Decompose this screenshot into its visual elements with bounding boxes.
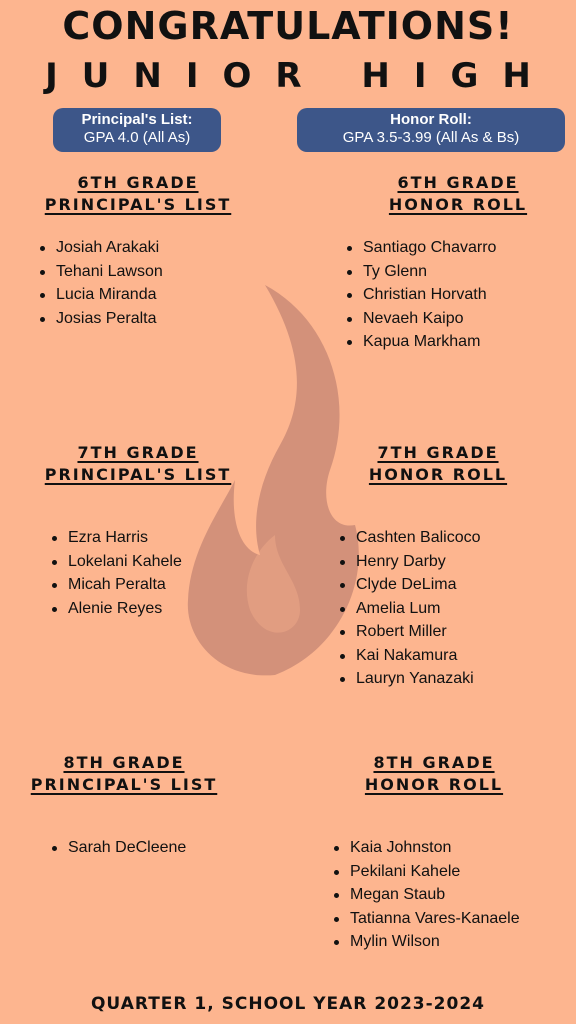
g7-principal-list	[50, 526, 182, 620]
page-title: CONGRATULATIONS!	[62, 4, 514, 48]
heading-line: PRINCIPAL'S LIST	[44, 465, 232, 484]
heading-line: 6TH GRADE	[397, 173, 519, 192]
list-item: Robert Miller	[338, 620, 481, 644]
list-item: Lucia Miranda	[38, 283, 163, 307]
list-item: Henry Darby	[338, 550, 481, 574]
list-item: Kaia Johnston	[332, 836, 520, 860]
g7-honor-list	[338, 526, 481, 691]
list-item: Kai Nakamura	[338, 644, 481, 668]
page-subtitle: JUNIOR HIGH	[45, 56, 555, 96]
g6-honor-list	[345, 236, 496, 354]
honor-legend-title: Honor Roll:	[390, 111, 472, 128]
list-item: Santiago Chavarro	[345, 236, 496, 260]
g8-honor-heading	[336, 752, 532, 796]
g7-honor-heading	[340, 442, 536, 486]
list-item: Megan Staub	[332, 883, 520, 907]
g6-honor-heading	[360, 172, 556, 216]
list-item: Kapua Markham	[345, 330, 496, 354]
list-item: Ty Glenn	[345, 260, 496, 284]
heading-line: PRINCIPAL'S LIST	[30, 775, 218, 794]
g8-honor-list	[332, 836, 520, 954]
list-item: Tatianna Vares-Kanaele	[332, 907, 520, 931]
list-item: Pekilani Kahele	[332, 860, 520, 884]
list-item: Clyde DeLima	[338, 573, 481, 597]
g8-principal-heading	[6, 752, 242, 796]
list-item: Nevaeh Kaipo	[345, 307, 496, 331]
list-item: Cashten Balicoco	[338, 526, 481, 550]
g8-principal-list	[50, 836, 186, 860]
list-item: Alenie Reyes	[50, 597, 182, 621]
honor-legend-criteria: GPA 3.5-3.99 (All As & Bs)	[342, 129, 520, 146]
heading-line: 7TH GRADE	[77, 443, 199, 462]
list-item: Micah Peralta	[50, 573, 182, 597]
g6-principal-heading	[20, 172, 256, 216]
list-item: Lauryn Yanazaki	[338, 667, 481, 691]
principal-list-legend	[53, 108, 221, 152]
list-item: Tehani Lawson	[38, 260, 163, 284]
list-item: Christian Horvath	[345, 283, 496, 307]
g7-principal-heading	[20, 442, 256, 486]
footer-text: QUARTER 1, SCHOOL YEAR 2023-2024	[90, 994, 485, 1014]
list-item: Josiah Arakaki	[38, 236, 163, 260]
heading-line: 7TH GRADE	[377, 443, 499, 462]
principal-legend-title: Principal's List:	[81, 111, 193, 128]
heading-line: 8TH GRADE	[63, 753, 185, 772]
heading-line: 6TH GRADE	[77, 173, 199, 192]
heading-line: PRINCIPAL'S LIST	[44, 195, 232, 214]
principal-legend-criteria: GPA 4.0 (All As)	[83, 129, 191, 146]
heading-line: HONOR ROLL	[388, 195, 528, 214]
list-item: Josias Peralta	[38, 307, 163, 331]
list-item: Ezra Harris	[50, 526, 182, 550]
heading-line: 8TH GRADE	[373, 753, 495, 772]
heading-line: HONOR ROLL	[368, 465, 508, 484]
list-item: Amelia Lum	[338, 597, 481, 621]
list-item: Mylin Wilson	[332, 930, 520, 954]
honor-roll-legend	[297, 108, 565, 152]
list-item: Lokelani Kahele	[50, 550, 182, 574]
g6-principal-list	[38, 236, 163, 330]
heading-line: HONOR ROLL	[364, 775, 504, 794]
list-item: Sarah DeCleene	[50, 836, 186, 860]
